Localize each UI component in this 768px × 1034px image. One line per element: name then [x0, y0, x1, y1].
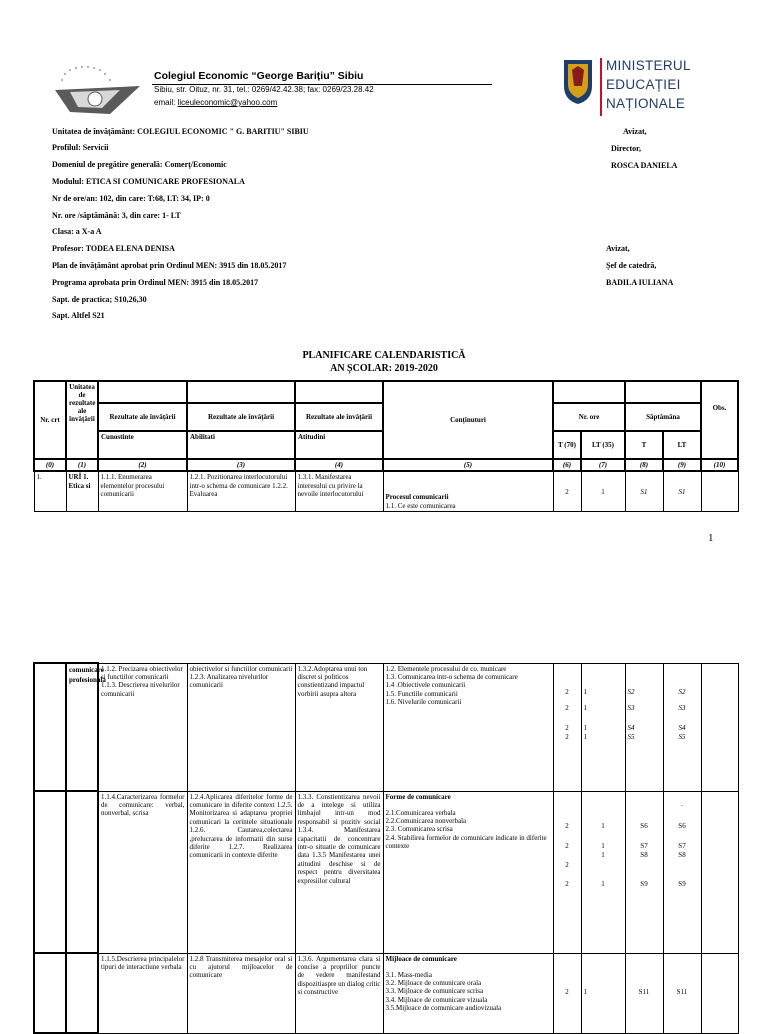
rowA-continuturi: [383, 663, 553, 791]
rowC-lt: 1: [581, 953, 625, 1033]
rowC-cont-title: Mijloace de comunicare: [385, 954, 457, 963]
info-sapt-practica: Sapt. de practica; S10,26,30: [52, 295, 147, 304]
th-t: T: [625, 431, 663, 459]
rowA-cont-2: 1.3. Comunicarea intr-o schema de comunicare: [385, 672, 518, 681]
rowC-sapt-lt: S11: [663, 953, 701, 1033]
approval-director: [611, 127, 677, 170]
rowA-sapt-t: [625, 663, 663, 791]
ministry-line-2: EDUCAȚIEI: [606, 77, 681, 92]
th-obs: Obs.: [701, 381, 738, 459]
th-saptamana: Săptămâna: [625, 403, 701, 431]
rowB-lt-1: 1: [601, 821, 605, 830]
row1-sapt-t: S1: [625, 471, 663, 511]
rowA-slt-3: S4: [678, 723, 686, 732]
ministry-crest-icon: [560, 56, 596, 106]
page-title: PLANIFICARE CALENDARISTICĂ: [302, 350, 466, 361]
th-t70: T (70): [553, 431, 581, 459]
row1-obs: [701, 471, 738, 511]
rowC-unit: [66, 953, 98, 1033]
th-empty-e: [625, 381, 701, 403]
rowB-obs: [701, 791, 738, 953]
row1-cont-item: 1.1. Ce este comunicarea: [385, 501, 456, 510]
approval-catedra-name: BADILA IULIANA: [606, 278, 674, 287]
th-atitudini: Atitudini: [295, 431, 383, 459]
rowB-t-1: 2: [565, 821, 569, 830]
rowA-lt-2: 1: [583, 703, 587, 712]
rowA-t-2: 2: [565, 703, 569, 712]
th-abilitati: Abilitati: [187, 431, 295, 459]
col-index-7: (7): [581, 459, 625, 471]
rowC-cont-2: 3.2. Mijloace de comunicare orala: [385, 978, 482, 987]
row1-nr: 1.: [34, 471, 66, 511]
info-sapt-altfel: Sapt. Altfel S21: [52, 311, 105, 320]
rowB-slt-3: S8: [678, 850, 686, 859]
th-empty-c: [295, 381, 383, 403]
col-index-3: (3): [187, 459, 295, 471]
rowC-cont-1: 3.1. Mass-media: [385, 970, 432, 979]
row1-cunostinte: 1.1.1. Enumerarea elementelor procesului comunicarii: [98, 471, 187, 511]
row1-continuturi: [383, 471, 553, 511]
row1-t: 2: [553, 471, 581, 511]
email-label: email:: [154, 98, 178, 107]
rowC-atitudini: 1.3.6. Argumentarea clara si concise a propriilor puncte de vedere manifestand dispozitiaspre un dialog critic si constructive: [295, 953, 383, 1033]
rowA-cunostinte: 1.1.2. Precizarea obiectivelor si functiilor comunicarii 1.1.3. Descrierea nivelurilor comunicarii: [98, 663, 187, 791]
approval-catedra-line1: Avizat,: [606, 244, 630, 253]
col-index-2: (2): [98, 459, 187, 471]
info-domeniu: Domeniul de pregătire generală: Comerț/Economic: [52, 160, 227, 169]
rowA-st-2: S3: [627, 703, 635, 712]
th-rez-1: Rezultate ale învățării: [98, 403, 187, 431]
col-index-4: (4): [295, 459, 383, 471]
table-row: [34, 953, 738, 1033]
rowA-st-3: S4: [627, 723, 635, 732]
plan-table-page1: [33, 380, 739, 512]
rowC-nr: [34, 953, 66, 1033]
th-lt35: LT (35): [581, 431, 625, 459]
rowA-lt: [581, 663, 625, 791]
row1-cont-title: Procesul comunicarii: [385, 493, 449, 502]
rowC-abilitati: 1.2.8 Transmiterea mesajelor oral si cu ajutorul mijloacelor de comunicare: [187, 953, 295, 1033]
info-plan: Plan de învățământ aprobat prin Ordinul MEN: 3915 din 18.05.2017: [52, 261, 287, 270]
rowC-t: 2: [553, 953, 581, 1033]
rowB-t-3: 2: [565, 860, 569, 869]
rowC-sapt-t: S11: [625, 953, 663, 1033]
rowB-abilitati: 1.2.4.Aplicarea diferitelor forme de comunicare in diferite context 1.2.5. Monitorizarea si adaptarea propriei comunicari la cerintele situationale 1.2.6. Cautarea,colectarea ,prelucrarea de informatii din surse diferite 1.2.7. Realizarea comunicarii in contexte diferite: [187, 791, 295, 953]
th-empty-d: [553, 381, 625, 403]
rowB-slt-4: S9: [678, 879, 686, 888]
rowB-cont-3: 2.3. Comunicarea scrisa: [385, 825, 453, 834]
rowC-obs: [701, 953, 738, 1033]
row1-abilitati: 1.2.1. Pozitionarea interlocutorului intr-o schema de comunicare 1.2.2. Evaluarea: [187, 471, 295, 511]
page-subtitle: AN ȘCOLAR: 2019-2020: [330, 363, 438, 374]
info-programa: Programa aprobata prin Ordinul MEN: 3915 din 18.05.2017: [52, 278, 259, 287]
rowB-sapt-lt: [663, 791, 701, 953]
rowA-slt-1: S2: [678, 687, 686, 696]
rowB-slt-1: S6: [678, 821, 686, 830]
approval-director-line1: Avizat,: [623, 127, 647, 136]
rowA-t-4: 2: [565, 732, 569, 741]
table-row: [34, 663, 738, 791]
info-modul: Modulul: ETICA SI COMUNICARE PROFESIONALA: [52, 177, 245, 186]
approval-catedra-line2: Șef de catedră,: [606, 261, 657, 270]
rowB-cont-title: Forme de comunicare: [385, 792, 451, 801]
rowB-t-2: 2: [565, 841, 569, 850]
col-index-6: (6): [553, 459, 581, 471]
row1-lt: 1: [581, 471, 625, 511]
rowA-slt-4: S5: [678, 732, 686, 741]
plan-table-page2: [33, 662, 739, 1034]
rowB-cont-2: 2.2.Comunicarea nonverbala: [385, 816, 467, 825]
rowA-sapt-lt: [663, 663, 701, 791]
row1-unit: URÎ 1. Etica si: [66, 471, 98, 511]
info-ore-an: Nr de ore/an: 102, din care: T:68, LT: 34, IP: 0: [52, 194, 210, 203]
rowA-cont-1: 1.2. Elementele procesului de co. municare: [385, 664, 507, 673]
school-address: Sibiu, str. Oituz, nr. 31, tel.: 0269/42.42.38; fax: 0269/23.28.42: [154, 85, 374, 94]
rowA-slt-2: S3: [678, 703, 686, 712]
info-profesor: Profesor: TODEA ELENA DENISA: [52, 244, 175, 253]
row1-atitudini: 1.3.1. Manifestarea interesului cu privire la nevoile interlocutorului: [295, 471, 383, 511]
rowB-t-4: 2: [565, 879, 569, 888]
rowC-cont-3: 3.3. Mijloace de comunicare scrisa: [385, 987, 484, 996]
row1-sapt-lt: S1: [663, 471, 701, 511]
col-index-5: (5): [383, 459, 553, 471]
col-index-9: (9): [663, 459, 701, 471]
rowB-st-1: S6: [640, 821, 648, 830]
rowB-cont-1: 2.1.Comunicarea verbala: [385, 808, 456, 817]
ministry-line-1: MINISTERUL: [606, 58, 691, 73]
rowB-lt-4: 1: [601, 879, 605, 888]
info-clasa: Clasa: a X-a A: [52, 227, 102, 236]
th-lt: LT: [663, 431, 701, 459]
rowA-lt-3: 1: [583, 723, 587, 732]
school-logo: [50, 62, 145, 122]
rowC-continuturi: [383, 953, 553, 1033]
rowB-continuturi: [383, 791, 553, 953]
rowA-t: [553, 663, 581, 791]
info-unitatea: Unitatea de învățământ: COLEGIUL ECONOMIC " G. BARITIU" SIBIU: [52, 127, 309, 136]
col-index-10: (10): [701, 459, 738, 471]
th-nr-ore: Nr. ore: [553, 403, 625, 431]
rowB-lt-3: 1: [601, 850, 605, 859]
rowB-lt: [581, 791, 625, 953]
rowA-nr: [34, 663, 66, 791]
th-continuturi: Conținuturi: [383, 381, 553, 459]
rowB-atitudini: 1.3.3. Constientizarea nevoii de a intelege si utiliza limbajul intr-un mod responsabil si pozitiv social 1.3.4. Manifestarea capacitatii de concentrare intr-o situatie de comunicare data 1.3.5 Manifestarea unei atitudini deschise si de respect pentru diversitatea expresiilor cultural: [295, 791, 383, 953]
rowB-lt-2: 1: [601, 841, 605, 850]
page-number: 1: [708, 532, 714, 544]
col-index-8: (8): [625, 459, 663, 471]
rowA-st-1: S2: [627, 687, 635, 696]
rowB-sapt-t: [625, 791, 663, 953]
rowA-t-3: 2: [565, 723, 569, 732]
school-name: Colegiul Economic “George Barițiu” Sibiu: [154, 70, 364, 82]
rowB-cunostinte: 1.1.4.Caracterizarea formelor de comunicare: verbal, nonverbal, scrisa: [98, 791, 187, 953]
th-nr-crt: Nr. crt: [34, 381, 66, 459]
rowB-cont-4: 2.4. Stabilirea formelor de comunicare indicate in diferite contexte: [385, 833, 547, 851]
ministry-divider: [600, 58, 602, 116]
school-email: [154, 98, 277, 107]
rowB-slt-2: S7: [678, 841, 686, 850]
rowA-lt-1: 1: [583, 687, 587, 696]
rowA-cont-3: 1.4 .Obiectivele comunicarii: [385, 681, 466, 690]
rowB-st-3: S8: [640, 850, 648, 859]
ministry-line-3: NAȚIONALE: [606, 96, 686, 111]
rowB-unit: [66, 791, 98, 953]
table-row: [34, 791, 738, 953]
col-index-0: (0): [34, 459, 66, 471]
rowA-cont-4: 1.5. Functiile comunicarii: [385, 689, 458, 698]
rowB-st-4: S9: [640, 879, 648, 888]
th-rez-3: Rezultate ale învățării: [295, 403, 383, 431]
th-empty-a: [98, 381, 187, 403]
rowB-st-2: S7: [640, 841, 648, 850]
th-empty-b: [187, 381, 295, 403]
rowA-obs: [701, 663, 738, 791]
rowA-abilitati: obiectivelor si functiilor comunicarii 1.2.3. Analizarea nivelurilor comunicarii: [187, 663, 295, 791]
approval-director-name: ROSCA DANIELA: [611, 161, 678, 170]
email-link[interactable]: liceuleconomic@yahoo.com: [177, 98, 278, 107]
ministry-name: [606, 56, 691, 113]
rowB-nr: [34, 791, 66, 953]
rowB-obs-mark: .: [681, 799, 683, 808]
info-profil: Profilul: Servicii: [52, 143, 109, 152]
approval-catedra: [606, 244, 673, 287]
rowA-unit: comunicare profesionala: [66, 663, 98, 791]
rowC-cont-4: 3.4. Mijloace de comunicare vizuala: [385, 995, 488, 1004]
th-rez-2: Rezultate ale învățării: [187, 403, 295, 431]
info-ore-sapt: Nr. ore /săptămână: 3, din care: 1- LT: [52, 211, 181, 220]
rowA-atitudini: 1.3.2.Adoptarea unui ton discret si politicos constientizand impactul vorbirii asupra altora: [295, 663, 383, 791]
th-cunostinte: Cunostinte: [98, 431, 187, 459]
rowA-lt-4: 1: [583, 732, 587, 741]
rowC-cont-5: 3.5.Mijloace de comunicare audiovizuala: [385, 1004, 502, 1013]
col-index-1: (1): [66, 459, 98, 471]
th-unitatea: Unitatea de rezultate ale învățării: [66, 381, 98, 459]
rowB-t: [553, 791, 581, 953]
approval-director-line2: Director,: [611, 144, 641, 153]
rowA-cont-5: 1.6. Nivelurile comunicarii: [385, 698, 462, 707]
rowA-t-1: 2: [565, 687, 569, 696]
rowA-st-4: S5: [627, 732, 635, 741]
rowC-cunostinte: 1.1.5.Descrierea principalelor tipuri de interactiune verbala: [98, 953, 187, 1033]
table-row: [34, 471, 738, 511]
